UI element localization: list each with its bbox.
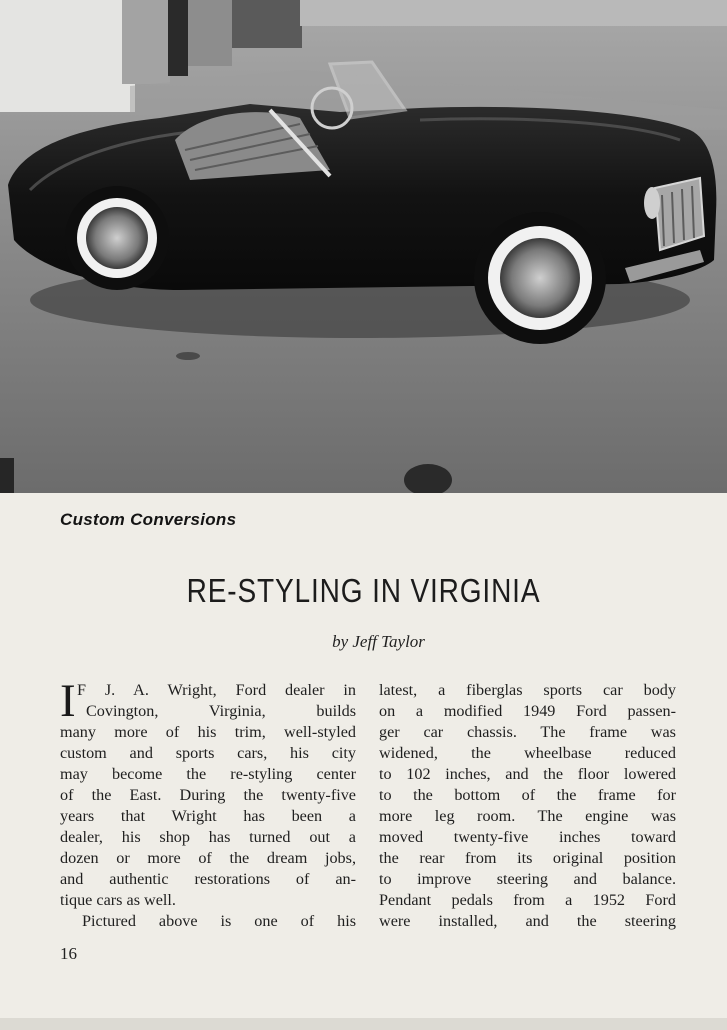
car-photo-illustration [0,0,727,493]
doorway [168,0,188,76]
headlight [644,187,660,219]
text-line: to improve steering and balance. [379,870,676,888]
text-line: custom and sports cars, his city [60,744,356,762]
text-line: more leg room. The engine was [379,807,676,825]
section-label: Custom Conversions [60,510,237,529]
byline: by Jeff Taylor [332,632,425,651]
text-line: Pictured above is one of his [82,912,356,930]
pavement-stain [176,352,200,360]
text-line: may become the re-styling center [60,765,356,783]
text-line: ger car chassis. The frame was [379,723,676,741]
page-number: 16 [60,944,77,963]
brick-pillar [122,0,170,84]
text-line: Pendant pedals from a 1952 Ford [379,891,676,909]
shrubbery [232,0,302,48]
lawn [300,0,727,26]
text-line: on a modified 1949 Ford passen- [379,702,676,720]
text-line: F J. A. Wright, Ford dealer in [77,681,356,699]
text-line: moved twenty-five inches toward [379,828,676,846]
text-line: dozen or more of the dream jobs, [60,849,356,867]
text-line: widened, the wheelbase reduced [379,744,676,762]
text-line: and authentic restorations of an- [60,870,356,888]
article-title: RE-STYLING IN VIRGINIA [186,572,541,609]
text-line: were installed, and the steering [379,912,676,930]
text-line: to 102 inches, and the floor lowered [379,765,676,783]
rear-hubcap [86,207,148,269]
page-bottom-edge [0,1018,727,1030]
text-line: latest, a fiberglas sports car body [379,681,676,699]
brick-pillar-2 [188,0,232,66]
front-hubcap [500,238,580,318]
corner-shadow [0,458,14,493]
house-wall [0,0,135,112]
article-column-right [379,680,676,932]
text-line: to the bottom of the frame for [379,786,676,804]
text-line: the rear from its original position [379,849,676,867]
car-photo [0,0,727,493]
text-line: dealer, his shop has turned out a [60,828,356,846]
article-column-left [60,675,356,932]
text-line: many more of his trim, well-styled [60,723,356,741]
text-line: of the East. During the twenty-five [60,786,356,804]
text-line: years that Wright has been a [60,807,356,825]
text-line: Covington, Virginia, builds [86,702,356,720]
text-line: tique cars as well. [60,891,176,909]
drop-cap: I [60,675,76,727]
